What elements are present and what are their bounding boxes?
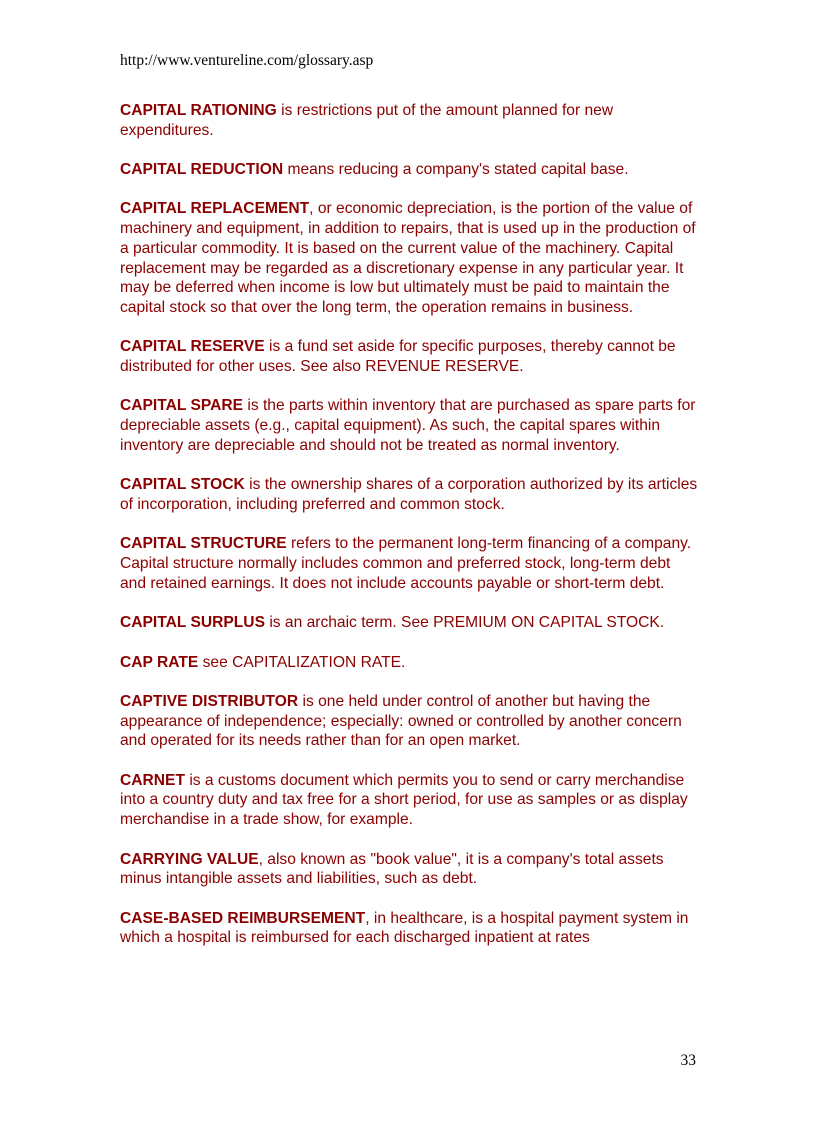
entry-definition: is one held under control of another but having the appearance of independence; especially: owned or controlled by another concern and operated for its needs rather than for an open market. xyxy=(120,692,682,750)
entry-definition: see CAPITALIZATION RATE. xyxy=(198,653,406,671)
header-url: http://www.ventureline.com/glossary.asp xyxy=(120,52,374,69)
entry-term: CAPITAL REDUCTION xyxy=(120,161,284,179)
glossary-entry xyxy=(120,850,700,889)
glossary-entry xyxy=(120,613,700,633)
entry-definition: is a customs document which permits you to send or carry merchandise into a country duty and tax free for a short period, for use as samples or as display merchandise in a trade show, for example. xyxy=(120,771,688,829)
glossary-entry xyxy=(120,199,700,317)
entry-term: CAPITAL STRUCTURE xyxy=(120,535,287,553)
glossary-entry xyxy=(120,653,700,673)
entry-term: CAPTIVE DISTRIBUTOR xyxy=(120,692,299,710)
entry-definition: is the parts within inventory that are purchased as spare parts for depreciable assets (e.g., capital equipment). As such, the capital spares within inventory are depreciable and should not be treated as normal inventory. xyxy=(120,397,696,454)
entry-term: CARRYING VALUE xyxy=(120,850,259,868)
glossary-entry xyxy=(120,160,700,180)
entry-term: CASE-BASED REIMBURSEMENT xyxy=(120,909,366,927)
entry-definition: refers to the permanent long-term financing of a company. Capital structure normally includes common and preferred stock, long-term debt and retained earnings. It does not include accounts payable or short-term debt. xyxy=(120,535,692,592)
entry-definition: is a fund set aside for specific purposes, thereby cannot be distributed for other uses. See also REVENUE RESERVE. xyxy=(120,338,676,376)
entry-definition: , or economic depreciation, is the portion of the value of machinery and equipment, in addition to repairs, that is used up in the production of a particular commodity. It is based on the current value of the machinery. Capital replacement may be regarded as a discretionary expense in any particular year. It may be deferred when income is low but ultimately must be paid to maintain the capital stock so that over the long term, the operation remains in business. xyxy=(120,200,696,316)
entry-definition: is an archaic term. See PREMIUM ON CAPITAL STOCK. xyxy=(264,614,665,632)
entry-definition: is the ownership shares of a corporation authorized by its articles of incorporation, including preferred and common stock. xyxy=(120,476,698,513)
glossary-entry xyxy=(120,534,700,593)
glossary-entry xyxy=(120,396,700,455)
entry-term: CAPITAL STOCK xyxy=(120,476,245,494)
glossary-entry xyxy=(120,101,700,140)
glossary-entries xyxy=(120,101,700,968)
glossary-entry xyxy=(120,771,700,830)
page-number: 33 xyxy=(680,1052,696,1069)
glossary-entry xyxy=(120,337,700,376)
entry-definition: , also known as "book value", it is a company's total assets minus intangible assets and liabilities, such as debt. xyxy=(120,850,664,888)
entry-term: CAPITAL RATIONING xyxy=(120,102,277,119)
entry-term: CAPITAL SURPLUS xyxy=(120,614,265,632)
glossary-entry xyxy=(120,909,700,948)
entry-definition: , in healthcare, is a hospital payment system in which a hospital is reimbursed for each discharged inpatient at rates xyxy=(120,909,689,947)
glossary-entry xyxy=(120,475,700,514)
entry-definition: means reducing a company's stated capital base. xyxy=(283,161,629,179)
glossary-entry xyxy=(120,692,700,751)
entry-term: CARNET xyxy=(120,771,185,789)
entry-term: CAPITAL REPLACEMENT xyxy=(120,200,310,218)
entry-definition: is restrictions put of the amount planned for new expenditures. xyxy=(120,102,614,139)
entry-term: CAP RATE xyxy=(120,653,199,671)
entry-term: CAPITAL SPARE xyxy=(120,397,244,415)
entry-term: CAPITAL RESERVE xyxy=(120,338,265,356)
